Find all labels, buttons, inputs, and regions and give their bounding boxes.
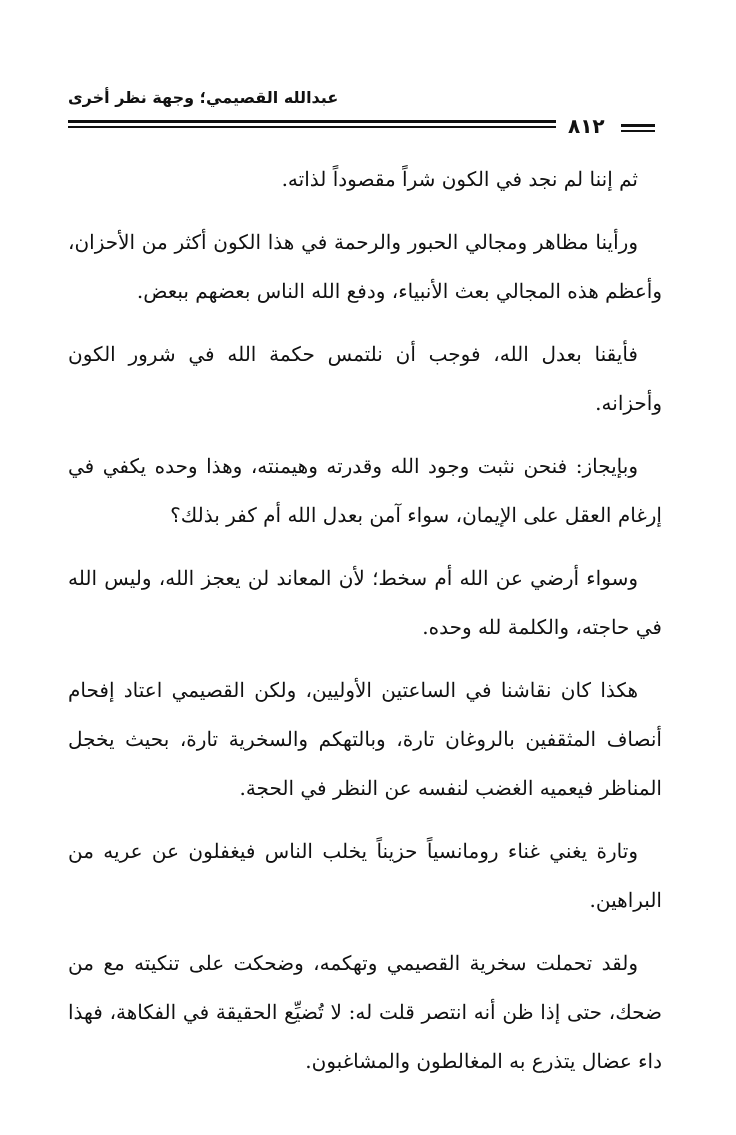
header-rule xyxy=(68,126,556,128)
page-number-rule xyxy=(621,124,655,127)
paragraph: ورأينا مظاهر ومجالي الحبور والرحمة في هذا الكون أكثر من الأحزان، وأعظم هذه المجالي بعث الأنبياء، ودفع الله الناس بعضهم ببعض. xyxy=(68,230,662,303)
page-body xyxy=(68,155,662,1100)
page-number-rule xyxy=(621,130,655,132)
running-header-title: عبدالله القصيمي؛ وجهة نظر أخرى xyxy=(68,88,339,107)
paragraph: وتارة يغني غناء رومانسياً حزيناً يخلب الناس فيغفلون عن عريه من البراهين. xyxy=(68,839,662,912)
paragraph: وبإيجاز: فنحن نثبت وجود الله وقدرته وهيمنته، وهذا وحده يكفي في إرغام العقل على الإيمان، سواء آمن بعدل الله أم كفر بذلك؟ xyxy=(68,454,662,527)
paragraph: وسواء أرضي عن الله أم سخط؛ لأن المعاند لن يعجز الله، وليس الله في حاجته، والكلمة لله وحده. xyxy=(68,566,662,639)
paragraph: ولقد تحملت سخرية القصيمي وتهكمه، وضحكت على تنكيته مع من ضحك، حتى إذا ظن أنه انتصر قلت له: لا تُضيِّع الحقيقة في الفكاهة، فهذا داء عضال يتذرع به المغالطون والمشاغبون. xyxy=(68,951,662,1073)
paragraph: هكذا كان نقاشنا في الساعتين الأوليين، ولكن القصيمي اعتاد إفحام أنصاف المثقفين بالروغان تارة، وبالتهكم والسخرية تارة، بحيث يخجل المناظر فيعميه الغضب لنفسه عن النظر في الحجة. xyxy=(68,678,662,800)
page-number: ٨١٢ xyxy=(568,114,605,138)
paragraph: ثم إننا لم نجد في الكون شراً مقصوداً لذاته. xyxy=(281,167,638,191)
header-rule xyxy=(68,120,556,123)
paragraph: فأيقنا بعدل الله، فوجب أن نلتمس حكمة الله في شرور الكون وأحزانه. xyxy=(68,342,662,415)
